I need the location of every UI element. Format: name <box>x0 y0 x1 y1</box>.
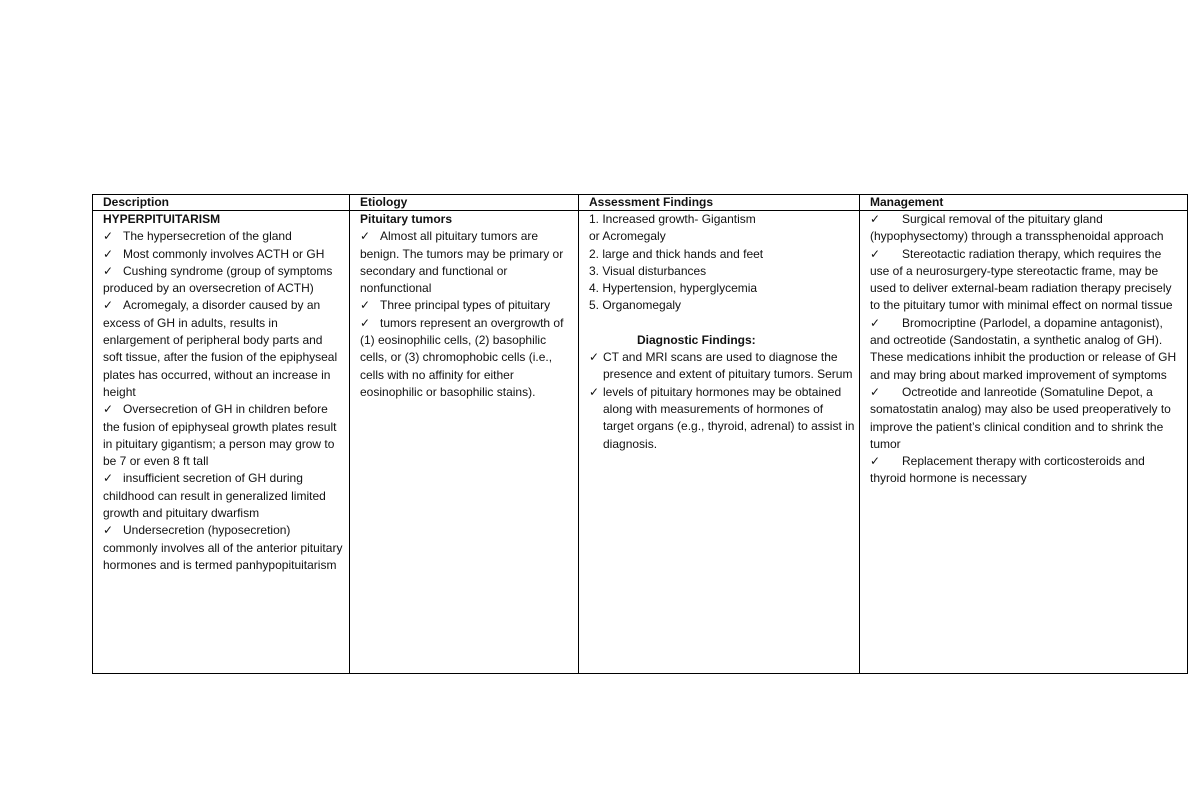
checkmark-icon: ✓ <box>103 523 114 538</box>
checkmark-icon: ✓ <box>870 454 881 469</box>
description-cell <box>93 211 350 674</box>
list-item <box>360 297 574 314</box>
list-item-text: Three principal types of pituitary <box>380 298 551 313</box>
list-item-text: Bromocriptine (Parlodel, a dopamine antagonist), and octreotide (Sandostatin, a synthetic analog of GH). These medications inhibit the production or release of GH and may bring about marked improvement of symptoms <box>870 315 1177 382</box>
description-title: HYPERPITUITARISM <box>103 212 221 226</box>
list-item <box>589 349 855 384</box>
list-item <box>103 246 345 263</box>
list-item-text: Most commonly involves ACTH or GH <box>123 246 325 261</box>
list-item <box>589 384 855 453</box>
assessment-line: 4. Hypertension, hyperglycemia <box>589 281 758 296</box>
checkmark-icon: ✓ <box>103 263 114 278</box>
list-item <box>103 470 345 522</box>
list-item-text: The hypersecretion of the gland <box>123 229 292 244</box>
header-assessment-findings: Assessment Findings <box>579 195 860 211</box>
etiology-title: Pituitary tumors <box>360 212 453 226</box>
list-item-text: tumors represent an overgrowth of (1) eosinophilic cells, (2) basophilic cells, or (3) chromophobic cells (i.e., cells with no affinity for either eosinophilic or basophilic stains). <box>360 315 564 399</box>
checkmark-icon: ✓ <box>870 384 881 399</box>
assessment-line: 1. Increased growth- Gigantism <box>589 212 756 226</box>
management-cell <box>860 211 1188 674</box>
checkmark-icon: ✓ <box>103 471 114 486</box>
checkmark-icon: ✓ <box>360 315 371 330</box>
header-etiology: Etiology <box>350 195 579 211</box>
checkmark-icon: ✓ <box>103 229 114 244</box>
list-item-text: Almost all pituitary tumors are benign. The tumors may be primary or secondary and functional or nonfunctional <box>360 229 564 296</box>
list-item <box>870 211 1183 246</box>
hyperpituitarism-table <box>92 194 1188 674</box>
assessment-line: or Acromegaly <box>589 229 666 244</box>
assessment-cell <box>579 211 860 674</box>
list-item-text: Surgical removal of the pituitary gland (hypophysectomy) through a transsphenoidal approach <box>870 212 1164 244</box>
list-item-text: insufficient secretion of GH during childhood can result in generalized limited growth and pituitary dwarfism <box>103 471 326 521</box>
checkmark-icon: ✓ <box>103 402 114 417</box>
checkmark-icon: ✓ <box>870 315 881 330</box>
list-item-text: Acromegaly, a disorder caused by an excess of GH in adults, results in enlargement of peripheral body parts and soft tissue, after the fusion of the epiphyseal plates has occurred, without an increase in height <box>103 298 338 399</box>
list-item-text: Cushing syndrome (group of symptoms produced by an oversecretion of ACTH) <box>103 263 333 296</box>
list-item <box>870 453 1183 488</box>
list-item <box>103 522 345 574</box>
assessment-line: 5. Organomegaly <box>589 298 682 313</box>
etiology-cell <box>350 211 579 674</box>
header-description: Description <box>93 195 350 211</box>
list-item <box>870 384 1183 453</box>
list-item-text: levels of pituitary hormones may be obtained along with measurements of hormones of target organs (e.g., thyroid, adrenal) to assist in diagnosis. <box>603 384 855 451</box>
assessment-line: 2. large and thick hands and feet <box>589 246 764 261</box>
list-item <box>103 401 345 470</box>
list-item <box>360 228 574 297</box>
list-item <box>103 297 345 401</box>
list-item <box>870 246 1183 315</box>
checkmark-icon: ✓ <box>103 246 114 261</box>
header-management: Management <box>860 195 1188 211</box>
checkmark-icon: ✓ <box>103 298 114 313</box>
checkmark-icon: ✓ <box>589 384 600 399</box>
checkmark-icon: ✓ <box>589 350 600 365</box>
checkmark-icon: ✓ <box>870 212 881 226</box>
list-item-text: CT and MRI scans are used to diagnose the presence and extent of pituitary tumors. Serum <box>603 350 853 382</box>
list-item-text: Undersecretion (hyposecretion) commonly involves all of the anterior pituitary hormones and is termed panhypopituitarism <box>103 523 343 572</box>
checkmark-icon: ✓ <box>360 229 371 244</box>
list-item <box>360 315 574 401</box>
assessment-line: 3. Visual disturbances <box>589 263 707 278</box>
list-item-text: Stereotactic radiation therapy, which requires the use of a neurosurgery-type stereotactic frame, may be used to deliver external-beam radiation therapy precisely to the pituitary tumor with minimal effect on normal tissue <box>870 246 1173 313</box>
list-item <box>103 263 345 298</box>
checkmark-icon: ✓ <box>360 298 371 313</box>
list-item-text: Octreotide and lanreotide (Somatuline Depot, a somatostatin analog) may also be used preoperatively to improve the patient’s clinical condition and to shrink the tumor <box>870 384 1171 451</box>
diagnostic-findings-title: Diagnostic Findings: <box>637 332 756 347</box>
header-row <box>93 195 1188 211</box>
checkmark-icon: ✓ <box>870 246 881 261</box>
list-item-text: Replacement therapy with corticosteroids and thyroid hormone is necessary <box>870 454 1145 486</box>
list-item-text: Oversecretion of GH in children before the fusion of epiphyseal growth plates result in pituitary gigantism; a person may grow to be 7 or even 8 ft tall <box>103 402 337 469</box>
list-item <box>870 315 1183 384</box>
content-row <box>93 211 1188 674</box>
list-item <box>103 228 345 245</box>
